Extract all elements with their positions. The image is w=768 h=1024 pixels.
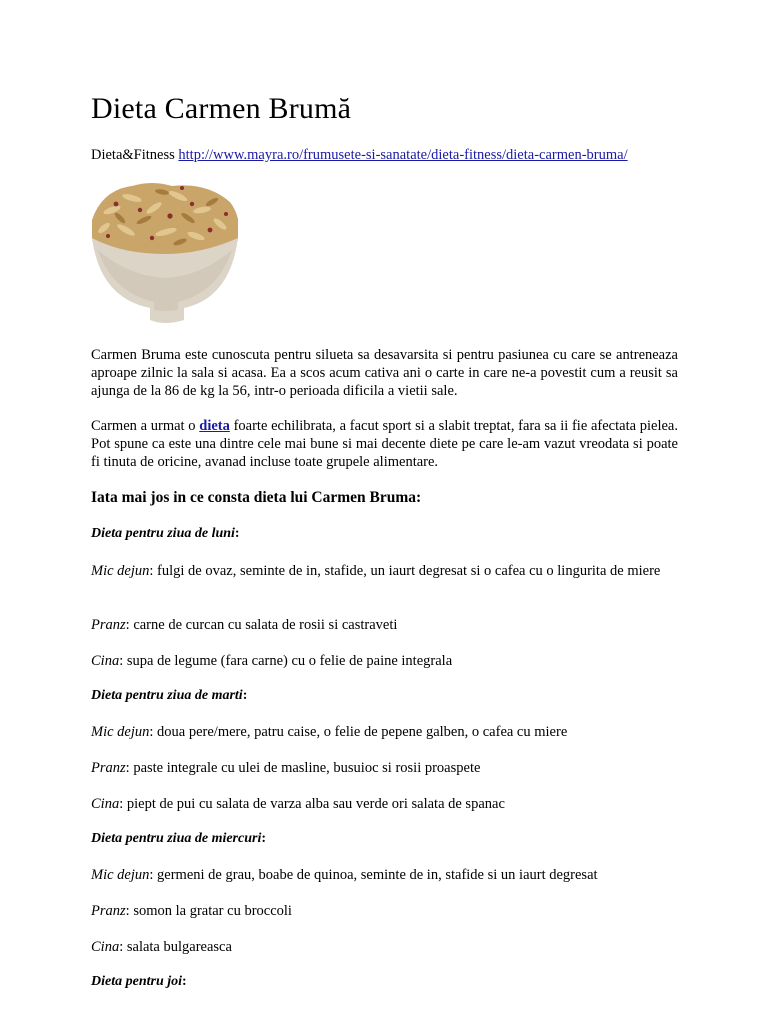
meal-text: paste integrale cu ulei de masline, busuioc si rosii proaspete (129, 760, 481, 776)
meal-text: doua pere/mere, patru caise, o felie de pepene galben, o cafea cu miere (153, 724, 568, 740)
diet-paragraph-before: Carmen a urmat o (91, 418, 200, 434)
diet-paragraph (91, 417, 678, 471)
meal-label: Cina (91, 653, 120, 669)
source-link[interactable]: http://www.mayra.ro/frumusete-si-sanatate/dieta-fitness/dieta-carmen-bruma/ (178, 147, 628, 163)
meal-item: Pranz: somon la gratar cu broccoli (91, 903, 292, 919)
meal-label: Cina (91, 796, 120, 812)
page-title: Dieta Carmen Brumă (91, 92, 352, 125)
cereal-bowl-image (92, 180, 238, 327)
day-title: Dieta pentru ziua de miercuri (91, 831, 262, 846)
day-colon: : (242, 688, 248, 703)
meal-text: salata bulgareasca (123, 939, 232, 955)
meal-text: somon la gratar cu broccoli (129, 903, 292, 919)
section-heading: Iata mai jos in ce consta dieta lui Carmen Bruma: (91, 489, 422, 506)
meal-item: Pranz: carne de curcan cu salata de rosii si castraveti (91, 617, 398, 633)
day-colon: : (182, 974, 187, 989)
meal-label: Mic dejun (91, 867, 150, 883)
meal-label: Pranz (91, 903, 126, 919)
meal-item: Cina: salata bulgareasca (91, 939, 232, 955)
meal-item: Mic dejun: doua pere/mere, patru caise, o felie de pepene galben, o cafea cu miere (91, 724, 568, 740)
day-colon: : (234, 526, 240, 541)
meal-text: fulgi de ovaz, seminte de in, stafide, un iaurt degresat si o cafea cu o lingurita de miere (153, 563, 661, 579)
meal-label: Pranz (91, 760, 126, 776)
meal-item: Cina: piept de pui cu salata de varza alba sau verde ori salata de spanac (91, 796, 505, 812)
source-line (91, 147, 628, 164)
meal-label: Mic dejun (91, 563, 150, 579)
day-heading-miercuri (91, 831, 266, 847)
day-title: Dieta pentru ziua de marti (91, 688, 243, 703)
meal-text: carne de curcan cu salata de rosii si castraveti (129, 617, 398, 633)
meal-label: Mic dejun (91, 724, 150, 740)
meal-text: supa de legume (fara carne) cu o felie de paine integrala (123, 653, 453, 669)
meal-label: Cina (91, 939, 120, 955)
meal-item: Mic dejun: germeni de grau, boabe de quinoa, seminte de in, stafide si un iaurt degresat (91, 867, 598, 883)
meal-label: Pranz (91, 617, 126, 633)
day-title: Dieta pentru joi (91, 974, 183, 989)
source-category: Dieta&Fitness (91, 147, 175, 163)
intro-paragraph: Carmen Bruma este cunoscuta pentru silueta sa desavarsita si pentru pasiunea cu care se antreneaza aproape zilnic la sala si acasa. Ea a scos acum cativa ani o carte in care ne-a povestit cum a reusit sa ajunga de la 86 de kg la 56, intr-o perioada dificila a vietii sale. (91, 347, 678, 399)
day-heading-luni (91, 526, 240, 542)
meal-text: germeni de grau, boabe de quinoa, seminte de in, stafide si un iaurt degresat (153, 867, 598, 883)
day-heading-joi (91, 974, 187, 990)
meal-item: Pranz: paste integrale cu ulei de masline, busuioc si rosii proaspete (91, 760, 481, 776)
meal-item: Cina: supa de legume (fara carne) cu o felie de paine integrala (91, 653, 453, 669)
diet-paragraph-after: foarte echilibrata, a facut sport si a slabit treptat, fara sa ii fie afectata pielea. Pot spune ca este una dintre cele mai bune si mai decente diete pe care le-am vazut vreodata si poate fi tinuta de oricine, avanad incluse toate grupele alimentare. (91, 418, 678, 470)
day-heading-marti (91, 688, 247, 704)
day-colon: : (261, 831, 267, 846)
dieta-link[interactable]: dieta (199, 418, 230, 434)
meal-text: piept de pui cu salata de varza alba sau verde ori salata de spanac (123, 796, 505, 812)
day-title: Dieta pentru ziua de luni (91, 526, 235, 541)
meal-item: Mic dejun: fulgi de ovaz, seminte de in, stafide, un iaurt degresat si o cafea cu o lingurita de miere (91, 563, 661, 579)
